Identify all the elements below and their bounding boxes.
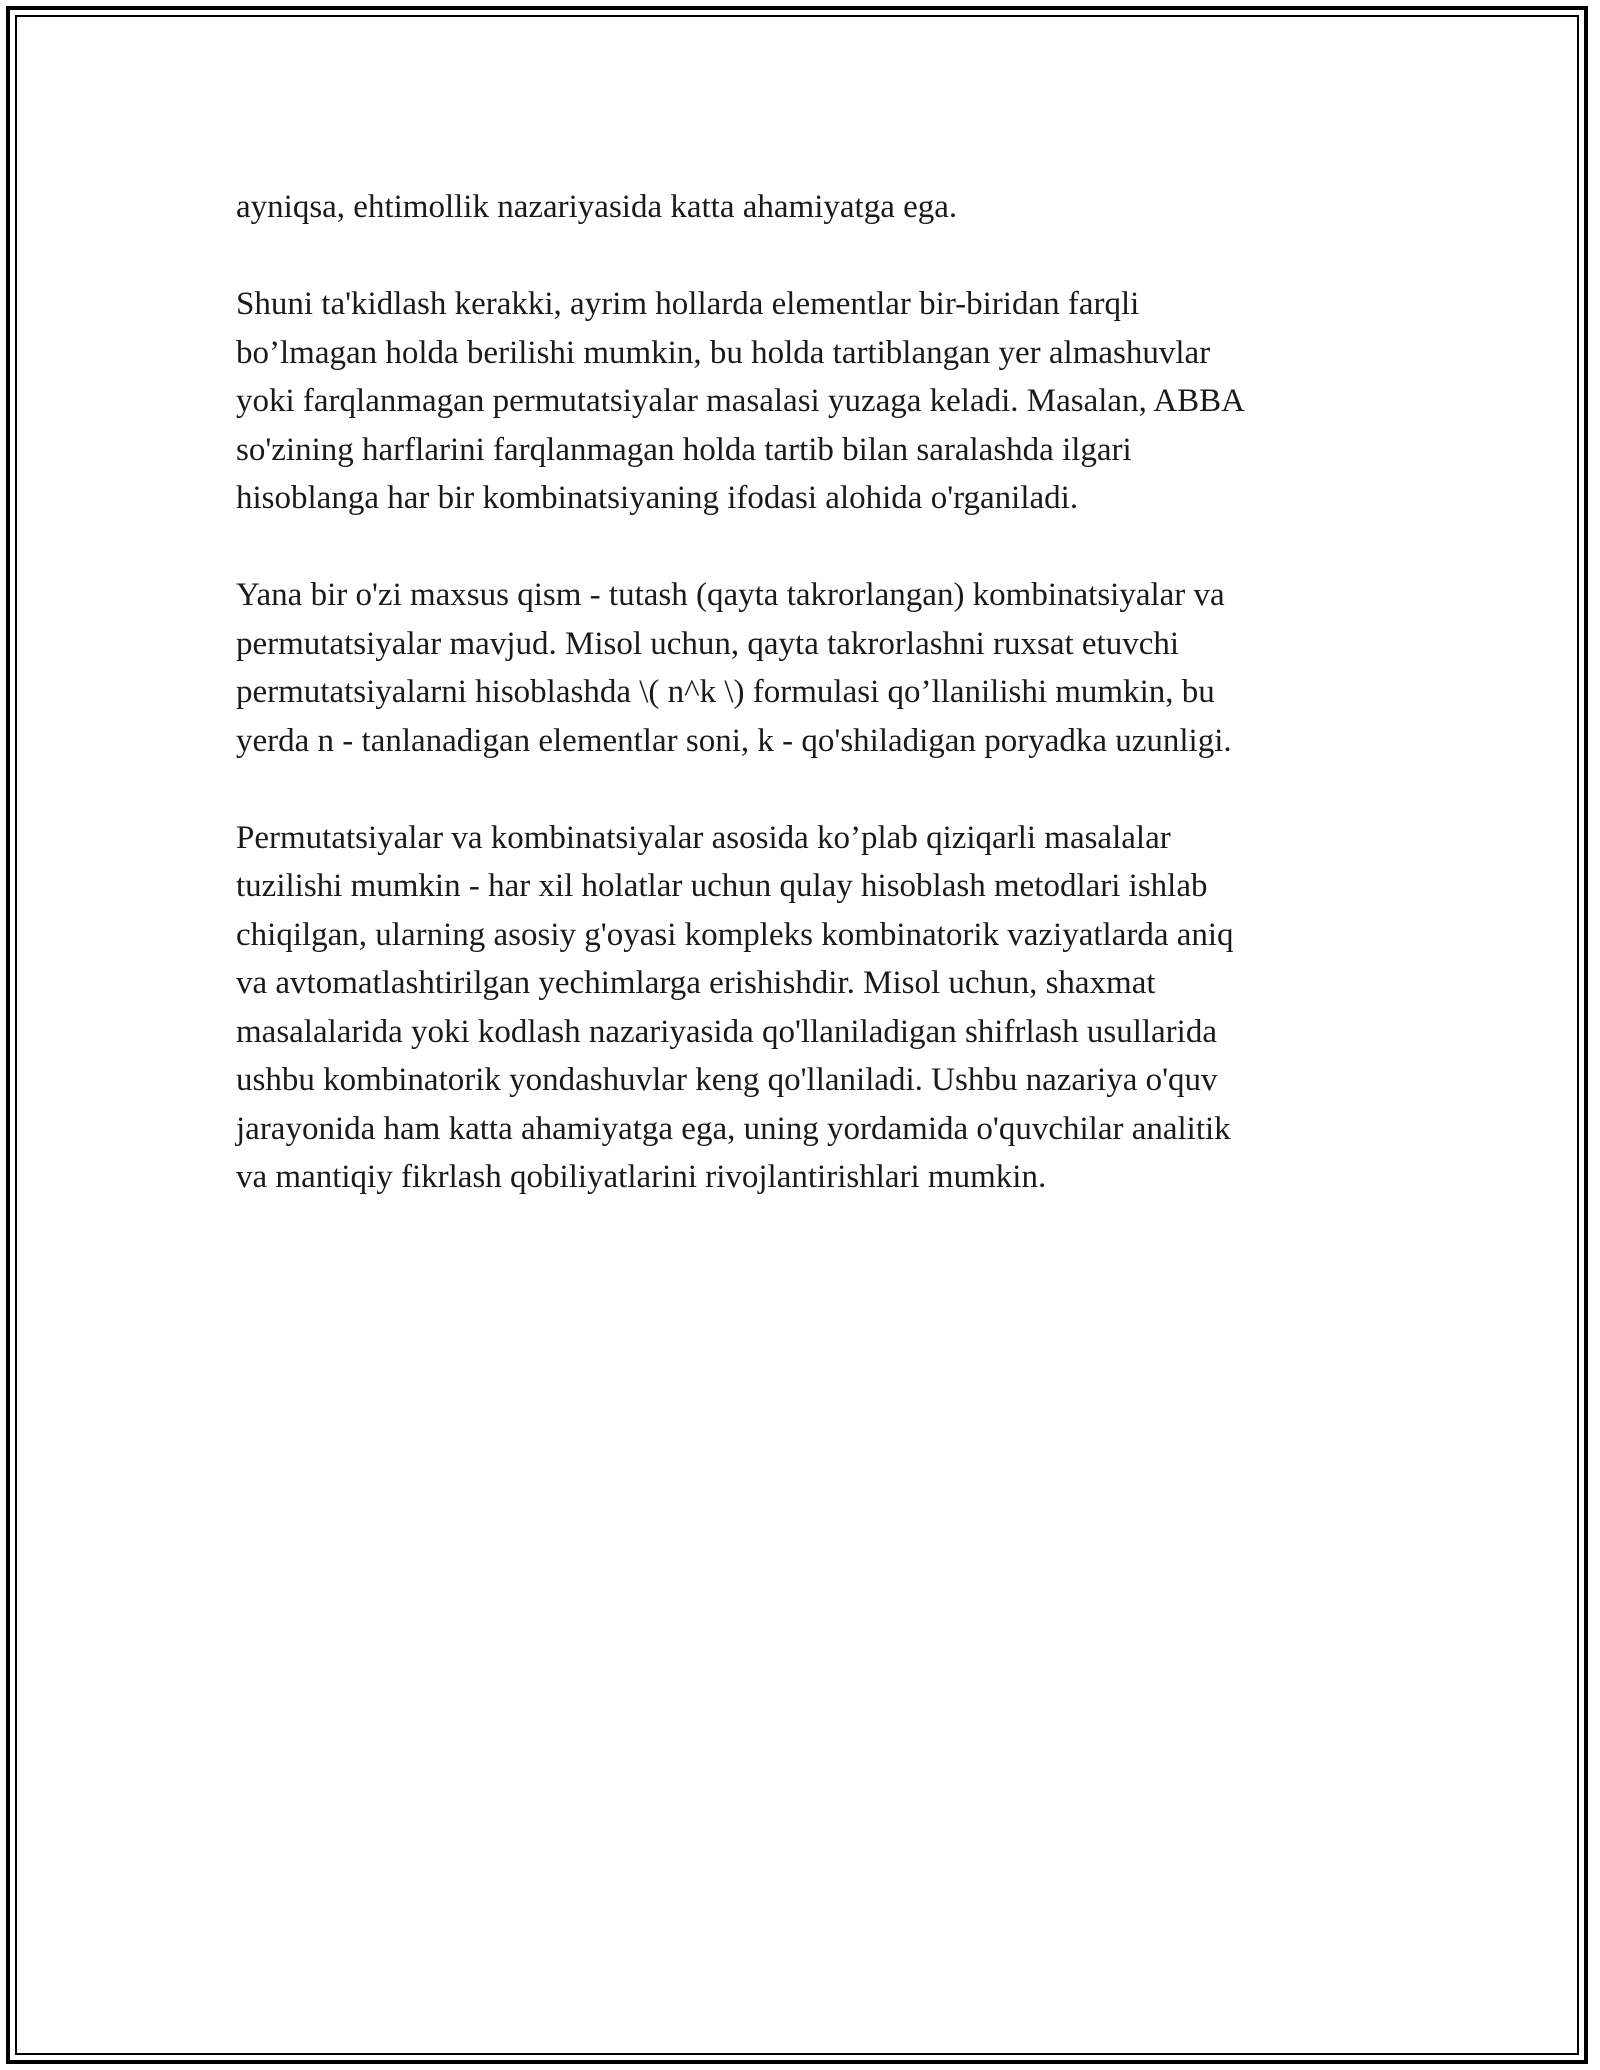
- text-line: bo’lmagan holda berilishi mumkin, bu holda tartiblangan yer almashuvlar: [236, 334, 1211, 371]
- text-line: permutatsiyalarni hisoblashda \( n^k \) formulasi qo’llanilishi mumkin, bu: [236, 674, 1215, 710]
- paragraph-gap: [236, 232, 1376, 281]
- text-line: chiqilgan, ularning asosiy g'oyasi kompleks kombinatorik vaziyatlarda aniq: [236, 916, 1234, 953]
- paragraph-gap: [236, 523, 1376, 572]
- text-line: ayniqsa, ehtimollik nazariyasida katta ahamiyatga ega.: [236, 189, 958, 225]
- text-line: tuzilishi mumkin - har xil holatlar uchun qulay hisoblash metodlari ishlab: [236, 868, 1208, 904]
- text-line: permutatsiyalar mavjud. Misol uchun, qayta takrorlashni ruxsat etuvchi: [236, 625, 1180, 662]
- text-line: masalalarida yoki kodlash nazariyasida qo'llaniladigan shifrlash usullarida: [236, 1013, 1217, 1050]
- paragraph-1: [236, 183, 1376, 232]
- paragraph-gap: [236, 765, 1376, 814]
- text-line: yerda n - tanlanadigan elementlar soni, k - qo'shiladigan poryadka uzunligi.: [236, 722, 1232, 759]
- text-line: so'zining harflarini farqlanmagan holda tartib bilan saralashda ilgari: [236, 431, 1132, 468]
- paragraph-4: [236, 814, 1376, 1202]
- text-line: Shuni ta'kidlash kerakki, ayrim hollarda elementlar bir-biridan farqli: [236, 286, 1140, 322]
- text-line: Permutatsiyalar va kombinatsiyalar asosida ko’plab qiziqarli masalalar: [236, 819, 1171, 856]
- paragraph-3: [236, 571, 1376, 765]
- text-line: ushbu kombinatorik yondashuvlar keng qo'llaniladi. Ushbu nazariya o'quv: [236, 1062, 1218, 1098]
- text-line: yoki farqlanmagan permutatsiyalar masalasi yuzaga keladi. Masalan, ABBA: [236, 383, 1245, 419]
- text-line: jarayonida ham katta ahamiyatga ega, uning yordamida o'quvchilar analitik: [236, 1110, 1231, 1147]
- text-line: hisoblanga har bir kombinatsiyaning ifodasi alohida o'rganiladi.: [236, 480, 1079, 516]
- paragraph-2: [236, 280, 1376, 523]
- text-line: va mantiqiy fikrlash qobiliyatlarini rivojlantirishlari mumkin.: [236, 1159, 1047, 1195]
- text-line: va avtomatlashtirilgan yechimlarga erishishdir. Misol uchun, shaxmat: [236, 965, 1156, 1001]
- text-line: Yana bir o'zi maxsus qism - tutash (qayta takrorlangan) kombinatsiyalar va: [236, 577, 1225, 613]
- document-body: [236, 183, 1376, 1202]
